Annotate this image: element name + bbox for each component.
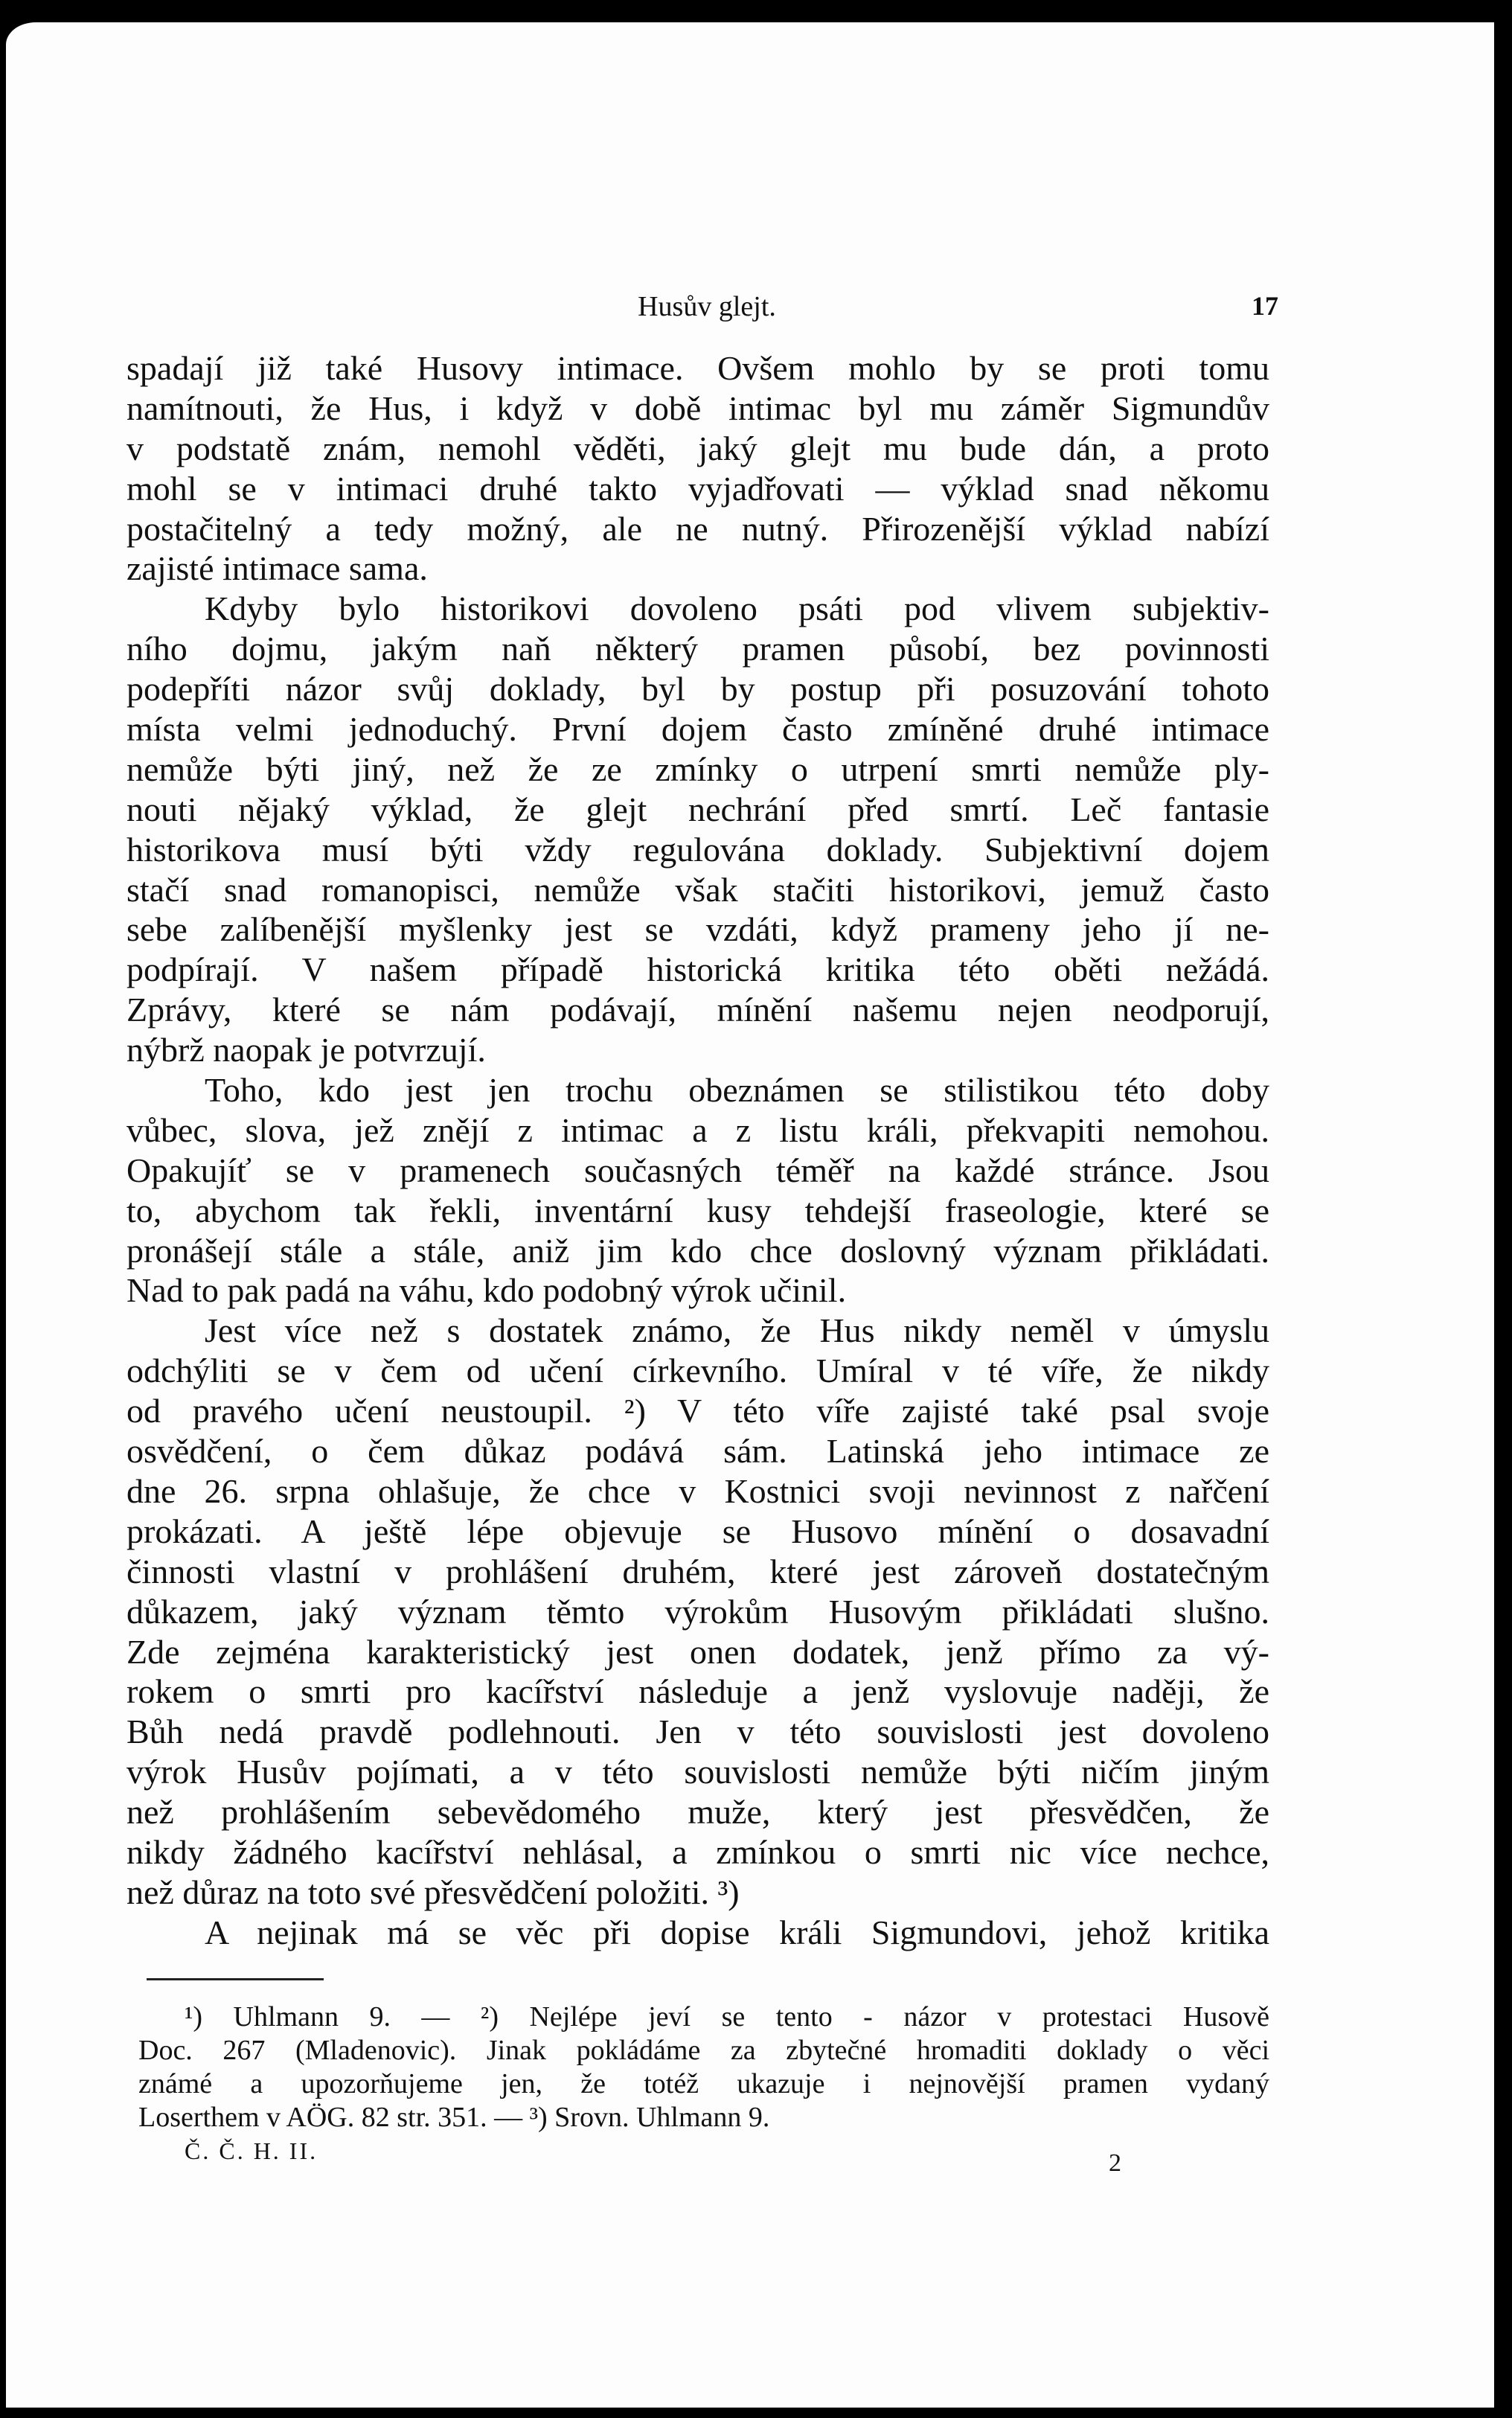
text-line: Toho, kdo jest jen trochu obeznámen se stilistikou této doby — [205, 1071, 1269, 1110]
text-line: Opakujíť se v pramenech současných téměř na každé stránce. Jsou — [126, 1151, 1269, 1189]
text-line: Jest více než s dostatek známo, že Hus nikdy neměl v úmyslu — [205, 1311, 1269, 1350]
text-line: než důraz na toto své přesvědčení položiti. ³) — [126, 1872, 740, 1911]
footnote-line: ¹) Uhlmann 9. — ²) Nejlépe jeví se tento - názor v protestaci Husově — [185, 2001, 1269, 2032]
text-line: to, abychom tak řekli, inventární kusy tehdejší fraseologie, které se — [126, 1191, 1269, 1229]
text-line: rokem o smrti pro kacířství následuje a jenž vyslovuje naději, že — [126, 1672, 1269, 1711]
text-line: dne 26. srpna ohlašuje, že chce v Kostnici svoji nevinnost z nařčení — [126, 1471, 1269, 1510]
text-line: osvědčení, o čem důkaz podává sám. Latinská jeho intimace ze — [126, 1432, 1269, 1471]
text-line: místa velmi jednoduchý. První dojem často zmíněné druhé intimace — [126, 710, 1269, 749]
running-title: Husův glejt. — [638, 291, 776, 322]
text-line: důkazem, jaký význam těmto výrokům Husovým přikládati slušno. — [126, 1592, 1269, 1631]
paragraph — [126, 348, 1269, 589]
paragraph — [126, 1311, 1269, 1912]
footnote-line: známé a upozorňujeme jen, že totéž ukazuje i nejnovější pramen vydaný — [138, 2068, 1269, 2099]
text-line: Nad to pak padá na váhu, kdo podobný výrok učinil. — [126, 1271, 847, 1310]
text-line: mohl se v intimaci druhé takto vyjadřovati — výklad snad někomu — [126, 469, 1269, 508]
text-line: podpírají. V našem případě historická kritika této oběti nežádá. — [126, 950, 1269, 989]
text-line: nemůže býti jiný, než že ze zmínky o utrpení smrti nemůže ply- — [126, 749, 1269, 788]
text-line: vůbec, slova, jež znějí z intimac a z listu králi, překvapiti nemohou. — [126, 1110, 1269, 1149]
text-line: než prohlášením sebevědomého muže, který jest přesvědčen, že — [126, 1793, 1269, 1832]
text-line: zajisté intimace sama. — [126, 549, 428, 588]
text-line: činnosti vlastní v prohlášení druhém, které jest zároveň dostatečným — [126, 1552, 1269, 1590]
text-line: Zprávy, které se nám podávají, mínění našemu nejen neodporují, — [126, 991, 1269, 1029]
text-line: podepříti názor svůj doklady, byl by postup při posuzování tohoto — [126, 670, 1269, 709]
footnote-line: Doc. 267 (Mladenovic). Jinak pokládáme za zbytečné hromaditi doklady o věci — [138, 2035, 1269, 2066]
text-line: spadají již také Husovy intimace. Ovšem mohlo by se proti tomu — [126, 349, 1269, 387]
text-line: postačitelný a tedy možný, ale ne nutný. Přirozenější výklad nabízí — [126, 509, 1269, 548]
sheet-number: 2 — [1109, 2149, 1121, 2177]
text-line: namítnouti, že Hus, i když v době intimac byl mu záměr Sigmundův — [126, 388, 1269, 427]
signature-mark: Č. Č. H. II. — [185, 2137, 318, 2164]
text-line: ního dojmu, jakým naň některý pramen působí, bez povinnosti — [126, 630, 1269, 668]
text-line: nikdy žádného kacířství nehlásal, a zmínkou o smrti nic více nechce, — [126, 1832, 1269, 1871]
text-line: sebe zalíbenější myšlenky jest se vzdáti, když prameny jeho jí ne- — [126, 910, 1269, 949]
text-line: odchýliti se v čem od učení církevního. Umíral v té víře, že nikdy — [126, 1352, 1269, 1390]
body-text — [126, 348, 1269, 1953]
paragraph — [126, 589, 1269, 1070]
footnotes — [138, 2000, 1269, 2134]
text-line: nýbrž naopak je potvrzují. — [126, 1031, 486, 1069]
text-line: A nejinak má se věc při dopise králi Sigmundovi, jehož kritika — [205, 1913, 1269, 1951]
text-line: výrok Husův pojímati, a v této souvislosti nemůže býti ničím jiným — [126, 1753, 1269, 1791]
footnote-line: Loserthem v AÖG. 82 str. 351. — ³) Srovn. Uhlmann 9. — [138, 2102, 770, 2133]
text-line: Bůh nedá pravdě podlehnouti. Jen v této souvislosti jest dovoleno — [126, 1712, 1269, 1751]
text-line: prokázati. A ještě lépe objevuje se Husovo mínění o dosavadní — [126, 1512, 1269, 1550]
paragraph — [126, 1070, 1269, 1311]
text-line: v podstatě znám, nemohl věděti, jaký glejt mu bude dán, a proto — [126, 429, 1269, 467]
text-line: stačí snad romanopisci, nemůže však stačiti historikovi, jemuž často — [126, 870, 1269, 909]
text-line: Kdyby bylo historikovi dovoleno psáti pod vlivem subjektiv- — [205, 589, 1269, 628]
page-number: 17 — [1252, 291, 1278, 321]
text-line: Zde zejména karakteristický jest onen dodatek, jenž přímo za vý- — [126, 1632, 1269, 1671]
text-line: historikova musí býti vždy regulována doklady. Subjektivní dojem — [126, 830, 1269, 869]
text-line: pronášejí stále a stále, aniž jim kdo chce doslovný význam přikládati. — [126, 1231, 1269, 1270]
footnote-separator — [147, 1978, 324, 1980]
paragraph — [126, 1913, 1269, 1953]
text-line: od pravého učení neustoupil. ²) V této víře zajisté také psal svoje — [126, 1392, 1269, 1430]
text-line: nouti nějaký výklad, že glejt nechrání před smrtí. Leč fantasie — [126, 790, 1269, 828]
